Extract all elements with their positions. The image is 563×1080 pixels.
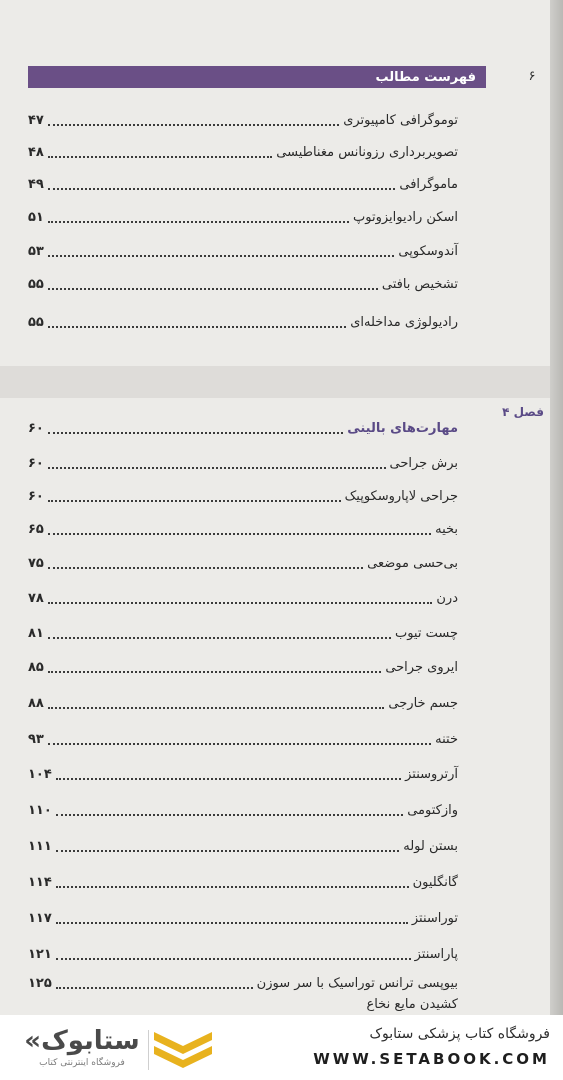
toc-entry-title: پاراسنتز bbox=[414, 946, 458, 962]
dot-leader bbox=[48, 524, 431, 535]
toc-entry-page: ۸۱ bbox=[28, 625, 44, 641]
toc-entry bbox=[28, 799, 458, 821]
dot-leader bbox=[48, 593, 433, 604]
toc-entry-title: درن bbox=[436, 590, 458, 606]
toc-entry bbox=[28, 552, 458, 574]
chapter-entry-page: ۶۰ bbox=[28, 420, 44, 436]
toc-entry-title: ماموگرافی bbox=[399, 176, 458, 192]
toc-entry-page: ۶۰ bbox=[28, 455, 44, 471]
toc-entry-page: ۵۵ bbox=[28, 314, 44, 330]
toc-entry-title: تشخیص بافتی bbox=[381, 276, 458, 292]
toc-entry bbox=[28, 907, 458, 929]
toc-entry-title: چست تیوب bbox=[394, 625, 458, 641]
toc-entry-title: برش جراحی bbox=[389, 455, 458, 471]
dot-leader bbox=[56, 978, 253, 989]
toc-entry-title: بی‌حسی موضعی bbox=[367, 555, 458, 571]
dot-leader bbox=[48, 698, 385, 709]
toc-entry-page: ۶۰ bbox=[28, 488, 44, 504]
toc-entry bbox=[28, 485, 458, 507]
toc-entry-title: اسکن رادیوایزوتوپ bbox=[353, 209, 458, 225]
toc-entry-page: ۱۱۴ bbox=[28, 874, 52, 890]
toc-entry-page: ۸۵ bbox=[28, 659, 44, 675]
dot-leader bbox=[48, 558, 363, 569]
chapter-label: فصل ۴ bbox=[502, 405, 544, 419]
toc-entry-page: ۴۷ bbox=[28, 112, 44, 128]
brand-logo-tagline: فروشگاه اینترنتی کتاب bbox=[39, 1058, 125, 1068]
toc-entry-page: ۵۳ bbox=[28, 243, 44, 259]
toc-entry bbox=[28, 656, 458, 678]
toc-entry bbox=[28, 311, 458, 333]
toc-entry bbox=[28, 972, 458, 994]
toc-entry bbox=[28, 587, 458, 609]
toc-entry bbox=[28, 835, 458, 857]
store-name: فروشگاه کتاب پزشکی ستابوک bbox=[369, 1026, 550, 1042]
toc-entry bbox=[248, 993, 458, 1015]
dot-leader bbox=[56, 769, 401, 780]
page-edge bbox=[550, 0, 563, 1015]
toc-entry-page: ۹۳ bbox=[28, 731, 44, 747]
toc-entry bbox=[28, 763, 458, 785]
toc-entry-title: رادیولوژی مداخله‌ای bbox=[350, 314, 458, 330]
toc-entry-title: کشیدن مایع نخاع bbox=[366, 996, 458, 1012]
dot-leader bbox=[48, 246, 395, 257]
store-url[interactable]: WWW.SETABOOK.COM bbox=[313, 1050, 550, 1068]
dot-leader bbox=[48, 662, 381, 673]
toc-entry-title: بستن لوله bbox=[403, 838, 458, 854]
toc-entry bbox=[28, 943, 458, 965]
page-number: ۶ bbox=[528, 69, 536, 84]
toc-entry bbox=[28, 173, 458, 195]
toc-entry bbox=[28, 452, 458, 474]
toc-entry bbox=[28, 871, 458, 893]
dot-leader bbox=[48, 734, 431, 745]
dot-leader bbox=[56, 877, 409, 888]
dot-leader bbox=[48, 628, 391, 639]
dot-leader bbox=[56, 805, 403, 816]
toc-entry-page: ۱۲۵ bbox=[28, 975, 52, 991]
toc-entry-page: ۴۸ bbox=[28, 144, 44, 160]
toc-entry bbox=[28, 622, 458, 644]
toc-entry-page: ۱۱۱ bbox=[28, 838, 52, 854]
toc-entry-page: ۸۸ bbox=[28, 695, 44, 711]
toc-entry-page: ۱۲۱ bbox=[28, 946, 52, 962]
toc-entry-title: جراحی لاپاروسکوپیک bbox=[344, 488, 458, 504]
toc-entry-page: ۱۰۴ bbox=[28, 766, 52, 782]
brand-logo-word: ستابوک» bbox=[24, 1026, 140, 1056]
dot-leader bbox=[48, 179, 395, 190]
dot-leader bbox=[48, 317, 346, 328]
toc-entry-title: بخیه bbox=[435, 521, 458, 537]
dot-leader bbox=[48, 458, 386, 469]
toc-entry-page: ۱۱۷ bbox=[28, 910, 52, 926]
chapter-entry-title: مهارت‌های بالینی bbox=[347, 420, 458, 436]
toc-entry bbox=[28, 728, 458, 750]
toc-entry bbox=[28, 109, 458, 131]
book-logo-icon bbox=[150, 1024, 216, 1074]
section-header-bar bbox=[28, 66, 486, 88]
toc-entry-page: ۷۸ bbox=[28, 590, 44, 606]
chapter-band bbox=[0, 366, 550, 398]
toc-entry-title: ختنه bbox=[435, 731, 458, 747]
dot-leader bbox=[48, 491, 341, 502]
toc-entry-page: ۷۵ bbox=[28, 555, 44, 571]
toc-entry bbox=[28, 206, 458, 228]
dot-leader bbox=[56, 949, 411, 960]
toc-entry-title: تصویربرداری رزونانس مغناطیسی bbox=[276, 144, 458, 160]
dot-leader bbox=[48, 115, 339, 126]
header-title: فهرست مطالب bbox=[375, 69, 476, 85]
toc-entry-title: آرتروسنتز bbox=[405, 766, 458, 782]
chapter-entry bbox=[28, 417, 458, 439]
toc-entry bbox=[28, 240, 458, 262]
toc-entry-title: بیوپسی ترانس توراسیک با سر سوزن bbox=[256, 975, 458, 991]
logo-divider bbox=[148, 1030, 149, 1070]
dot-leader bbox=[48, 212, 349, 223]
toc-entry-title: وازکتومی bbox=[407, 802, 458, 818]
toc-entry-page: ۶۵ bbox=[28, 521, 44, 537]
toc-entry bbox=[28, 692, 458, 714]
dot-leader bbox=[56, 913, 408, 924]
dot-leader bbox=[48, 279, 378, 290]
toc-entry-title: توموگرافی کامپیوتری bbox=[343, 112, 458, 128]
toc-entry-title: توراسنتز bbox=[411, 910, 458, 926]
toc-entry-title: ایروی جراحی bbox=[385, 659, 458, 675]
toc-entry bbox=[28, 518, 458, 540]
toc-entry-page: ۵۱ bbox=[28, 209, 44, 225]
toc-entry-title: گانگلیون bbox=[412, 874, 458, 890]
toc-entry bbox=[28, 273, 458, 295]
toc-entry bbox=[28, 141, 458, 163]
dot-leader bbox=[48, 147, 272, 158]
toc-entry-page: ۴۹ bbox=[28, 176, 44, 192]
dot-leader bbox=[56, 841, 399, 852]
toc-entry-page: ۱۱۰ bbox=[28, 802, 52, 818]
dot-leader bbox=[48, 423, 343, 434]
toc-entry-title: آندوسکوپی bbox=[398, 243, 458, 259]
toc-entry-page: ۵۵ bbox=[28, 276, 44, 292]
toc-entry-title: جسم خارجی bbox=[388, 695, 458, 711]
